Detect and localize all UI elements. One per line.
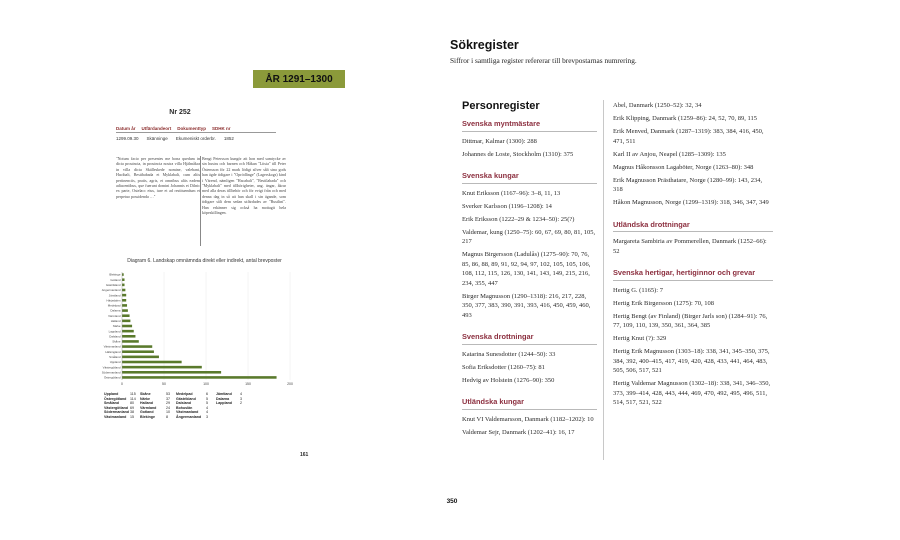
meta-header-sdhk: SDHK nr	[212, 126, 231, 131]
meta-header-type: Dokumenttyp	[177, 126, 207, 131]
chart-x-tick: 0	[121, 382, 123, 386]
chart-bar	[122, 309, 128, 312]
register-entry: Sverker Karlsson (1196–1208): 14	[462, 202, 552, 210]
chart-x-tick: 50	[162, 382, 166, 386]
left-page-number: 161	[300, 452, 309, 458]
register-heading: Svenska hertigar, hertiginnor och grevar	[613, 268, 773, 281]
chart-category-label: Gästrikland	[105, 282, 121, 287]
chart-bar	[122, 294, 126, 297]
legend-cell: Gästrikland	[176, 396, 196, 401]
register-section	[613, 268, 773, 408]
chart-title: Diagram 6. Landskap omnämnda direkt eller indirekt, antal brevposter	[127, 258, 282, 264]
legend-cell: 3	[240, 396, 242, 401]
register-entry: Magnus Birgersson (Ladulås) (1275–90): 70, 76, 85, 86, 88, 89, 91, 92, 94, 97, 102, 105, 105, 106, 108, 112, 115, 126, 130, 141, 143, 149, 215, 216, 234, 355, 447	[462, 251, 591, 287]
chart-bar	[122, 335, 135, 338]
legend-cell: 37	[166, 396, 170, 401]
chart-category-label: Hälsingland	[105, 349, 121, 354]
legend-cell: Skåne	[140, 392, 151, 396]
chart-category-label: Jämtland	[108, 293, 121, 298]
meta-header-place: Utfärdandeort	[141, 126, 172, 131]
chart-bar	[122, 284, 125, 287]
legend-cell: Ångermanland	[176, 414, 202, 419]
register-entry: Knut Eriksson (1167–96): 3–8, 11, 13	[462, 189, 561, 197]
register-entry: Hertig G. (1165): 7	[613, 286, 663, 294]
legend-cell: 4	[206, 405, 208, 410]
swedish-summary: Bengt Petersson kungör att hon med samtycke av sin hustru och barnen och Håkan "Litsia" till Peter Östensson för 22 mark lödigt silver sålt sina gods han ägde tidigare i "Oprödlinge" (Lagerskogs) kind i Värend, nämligen "Hacabalt", "Bestilabada" och "Myklabalt" med tillhörigheter, ang. ängar, åkrar med alla deras tillbehör och för evigt från och med denna dag in så att han skall i sin ägande, som tidigare sålt dem sedan utfärdades av "Rustlini". Han erkänner sig också ha mottagit hela köpeskillingen.	[202, 156, 286, 216]
chart-bar	[122, 345, 152, 348]
legend-cell: 5	[206, 401, 208, 406]
section-title: Personregister	[462, 100, 540, 112]
chart-category-label: Västmanland	[103, 344, 121, 349]
register-section	[462, 119, 597, 159]
legend-cell: Bohuslän	[176, 405, 193, 410]
chart-category-label: Närke	[112, 324, 121, 329]
page-subtitle: Siffror i samtliga register refererar till brevpostarnas numrering.	[450, 56, 637, 65]
chart-category-label: Angermanland	[101, 288, 121, 293]
chart-bar	[122, 289, 125, 292]
legend-cell: Uppland	[104, 392, 119, 396]
register-entry: Erik Menved, Danmark (1287–1319): 383, 384, 416, 450, 471, 511	[613, 128, 764, 145]
legend-cell: 4	[206, 410, 208, 415]
register-entry: Magnus Håkonsson Lagaböter, Norge (1263–80): 348	[613, 163, 754, 171]
chart-category-label: Dalarna	[110, 308, 121, 313]
legend-cell: Södermanland	[104, 410, 129, 415]
meta-headers	[116, 126, 276, 133]
column-divider	[603, 100, 604, 460]
legend-cell: 29	[166, 401, 170, 406]
chart-bar	[122, 314, 130, 317]
register-entry: Erik Magnusson Prästhatare, Norge (1280–99): 143, 234, 318	[613, 176, 763, 193]
chart-x-tick: 200	[287, 382, 293, 386]
legend-cell: Värmland	[140, 405, 157, 410]
legend-cell: 114	[130, 396, 136, 401]
legend-cell: Västmanland	[104, 414, 127, 419]
register-entry: Erik Eriksson (1222–29 & 1234–50): 25(?)	[462, 215, 575, 223]
register-entry: Birger Magnusson (1290–1318): 216, 217, 228, 350, 377, 383, 390, 391, 393, 416, 450, 459, 460, 493	[462, 292, 591, 319]
register-entry: Valdemar Sejr, Danmark (1202–41): 16, 17	[462, 428, 575, 436]
chart-category-label: Dalsland	[109, 334, 121, 339]
register-entry: Karl II av Anjou, Neapel (1285–1309): 135	[613, 150, 726, 158]
register-entry: Hertig Knut (?): 329	[613, 335, 667, 342]
chart-category-label: Gotland	[110, 277, 121, 282]
legend-cell: 3	[206, 414, 208, 419]
chart-bar	[122, 320, 130, 323]
chart-bar	[122, 371, 221, 374]
chart-bar	[122, 278, 125, 281]
chart-bar	[122, 350, 154, 353]
register-entry: Knut VI Valdemarsson, Danmark (1182–1202): 10	[462, 415, 594, 423]
legend-cell: Medelpad	[176, 392, 193, 396]
register-heading: Svenska myntmästare	[462, 119, 597, 132]
chart-category-label: Härjedalen	[106, 298, 121, 303]
register-entry: Sofia Eriksdotter (1260–75): 81	[462, 363, 545, 371]
chart-bar	[122, 376, 277, 379]
chart-bar	[122, 273, 124, 276]
register-heading: Svenska kungar	[462, 171, 597, 184]
legend-cell	[240, 415, 250, 420]
legend-cell: 24	[166, 405, 170, 410]
register-section	[462, 397, 597, 437]
legend-cell: 8	[166, 414, 168, 419]
register-heading: Svenska drottningar	[462, 332, 597, 345]
chart-bar	[122, 366, 202, 369]
legend-cell: Blekinge	[140, 414, 155, 419]
chart-category-label: Östergötland	[103, 375, 121, 380]
text-divider	[200, 156, 201, 246]
register-entry: Håkon Magnusson, Norge (1299–1319): 318, 346, 347, 349	[613, 199, 769, 206]
chart-category-label: Uppland	[109, 360, 121, 365]
chart-bar	[122, 325, 132, 328]
register-entry: Katarina Sunesdotter (1244–50): 33	[462, 350, 556, 358]
page-title: Sökregister	[450, 38, 519, 52]
chart-category-label: Västergötland	[102, 365, 121, 370]
right-page-number: 350	[446, 498, 458, 505]
meta-header-date: Datum år	[116, 126, 136, 131]
legend-cell: 38	[130, 410, 134, 415]
legend-cell: Dalarna	[216, 396, 230, 401]
register-column-1	[462, 119, 597, 449]
legend-cell: 15	[130, 414, 134, 419]
chart-bar	[122, 330, 134, 333]
chart-bar	[122, 356, 159, 359]
register-section	[613, 220, 773, 257]
chart-bar	[122, 304, 127, 307]
register-entry: Hertig Bengt (av Finland) (Birger Jarls son) (1284–91): 76, 77, 109, 110, 139, 350, 361, 364, 385	[613, 312, 768, 329]
legend-cell: 69	[130, 405, 134, 410]
register-entry: Hertig Erik Magnusson (1303–18): 338, 341, 345–350, 375, 384, 392, 400–415, 417, 419, 420, 428, 433, 441, 464, 483, 505, 506, 517, 521	[613, 348, 770, 374]
meta-value-date: 1299.09.30	[116, 136, 139, 141]
meta-value-sdhk: 1852	[223, 136, 234, 141]
chart-category-label: Småland	[109, 354, 121, 359]
legend-cell: Dalsland	[176, 401, 191, 406]
legend-cell: 5	[206, 396, 208, 401]
chart-x-tick: 100	[203, 382, 209, 386]
register-section	[462, 332, 597, 385]
document-number: Nr 252	[169, 109, 191, 116]
chart-category-label: Södermanland	[101, 370, 121, 375]
legend-cell: 53	[166, 392, 170, 396]
register-section	[613, 101, 773, 208]
chart-bar	[122, 299, 126, 302]
chart-category-label: Blekinge	[109, 272, 121, 277]
register-heading: Utländska kungar	[462, 397, 597, 410]
legend-cell: Västmanland	[176, 410, 199, 415]
legend-cell: Lappland	[216, 401, 232, 406]
meta-value-type: Ekumeniskt orderbr.	[175, 136, 216, 141]
meta-values	[116, 136, 276, 141]
chart-bar	[122, 340, 139, 343]
register-section	[462, 171, 597, 320]
chart-bar	[122, 361, 182, 364]
legend-cell: 80	[130, 401, 134, 406]
chart-legend-table	[104, 392, 304, 420]
legend-cell: Västergötland	[104, 405, 128, 410]
register-entry: Dittmar, Kalmar (1300): 288	[462, 137, 537, 145]
legend-cell	[216, 415, 240, 420]
year-banner: ÅR 1291–1300	[253, 70, 345, 88]
register-entry: Erik Klipping, Danmark (1259–86): 24, 52, 70, 89, 115	[613, 115, 758, 122]
legend-cell: 4	[240, 392, 242, 396]
legend-cell: Närke	[140, 396, 150, 401]
chart-category-label: Lappland	[108, 329, 121, 334]
bar-chart	[100, 268, 300, 390]
legend-cell: Östergötland	[104, 396, 127, 401]
legend-cell: Halland	[140, 401, 153, 406]
register-entry: Valdemar, kung (1250–75): 60, 67, 69, 80, 81, 105, 217	[462, 228, 596, 245]
legend-cell: 6	[206, 392, 208, 396]
register-column-2	[613, 101, 773, 420]
legend-cell: 10	[166, 410, 170, 415]
register-entry: Margareta Sambiria av Pommerellen, Danmark (1252–66): 52	[613, 238, 767, 255]
register-entry: Hertig Valdemar Magnusson (1302–18): 338, 341, 346–350, 373, 399–414, 428, 443, 444, 469, 470, 492, 495, 496, 511, 514, 517, 521, 522	[613, 380, 771, 406]
register-entry: Abel, Danmark (1250–52): 32, 34	[613, 102, 702, 109]
legend-cell: Jämtland	[216, 392, 232, 396]
legend-cell: 2	[240, 401, 242, 406]
chart-category-label: Värmland	[108, 313, 121, 318]
chart-category-label: Skåne	[112, 339, 121, 344]
chart-category-label: Medelpad	[107, 303, 121, 308]
chart-category-label: Halland	[110, 318, 121, 323]
legend-cell: Gotland	[140, 410, 154, 415]
register-entry: Johannes de Loste, Stockholm (1310): 375	[462, 150, 574, 158]
meta-value-place: Skänninge	[146, 136, 168, 141]
chart-x-tick: 150	[245, 382, 251, 386]
legend-cell: 115	[130, 392, 136, 396]
legend-cell: Småland	[104, 401, 119, 406]
register-heading: Utländska drottningar	[613, 220, 773, 233]
register-entry: Hertig Erik Birgersson (1275): 70, 108	[613, 299, 714, 307]
register-entry: Hedvig av Holstein (1276–90): 350	[462, 376, 555, 384]
latin-text: "Notum facio per presentes me bona quedam in dicta prouincia, in prouincia nostra villa Hjälmåkra in villa dicta Skälleskede nomine, valebant, Hacibalt, Bestibabada et Myklabalt, cum aliis pertinenciis, pratis, agris, et omnibus aliis eadem adiacentibus, que fuerunt domini Johannis et Dilnic ex parte, Ostelacc eius, iure et ad restituendum et perpetuo possidenda …"	[116, 156, 200, 199]
